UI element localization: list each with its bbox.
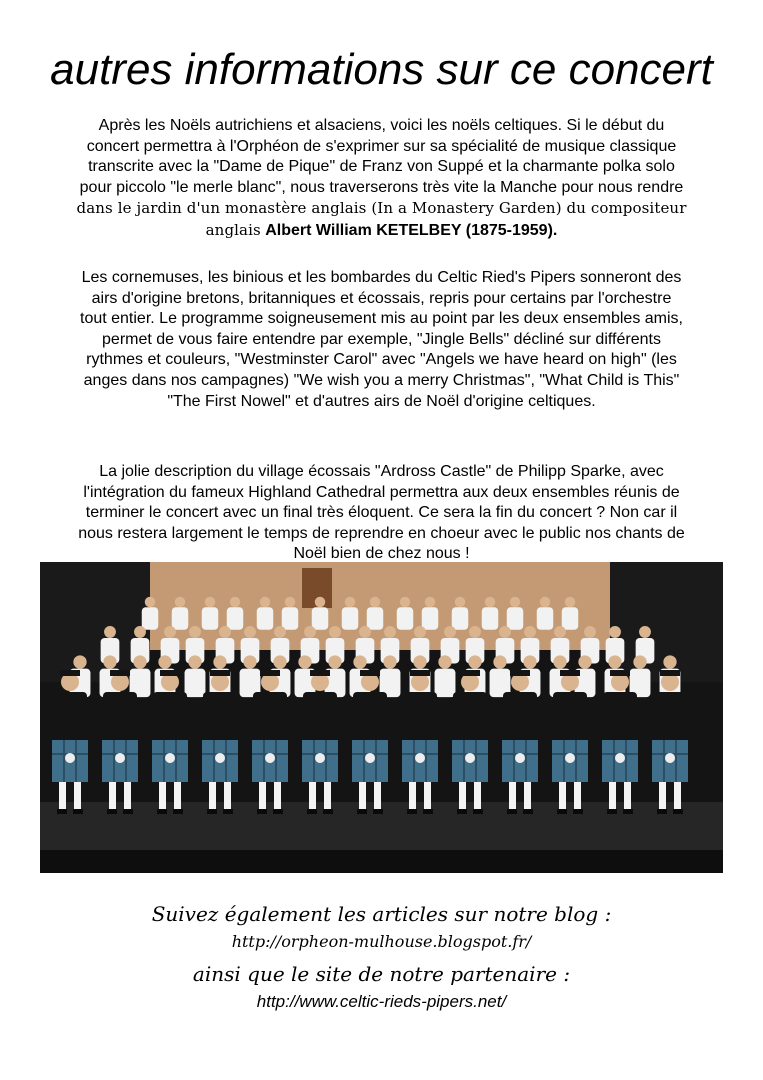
composer-name: Albert William KETELBEY (1875-1959). bbox=[265, 221, 558, 239]
ensemble-photo-illustration bbox=[40, 562, 723, 873]
text-line: transcrite avec la "Dame de Pique" de Franz von Suppé et la charmante polka solo bbox=[88, 158, 675, 176]
finale-paragraph bbox=[30, 462, 733, 565]
text-line: anges dans nos campagnes) "We wish you a merry Christmas", "What Child is This" bbox=[83, 371, 680, 389]
text-line: rythmes et couleurs, "Westminster Carol" avec "Angels we have heard on high" (les bbox=[86, 351, 677, 369]
text-line: Après les Noëls autrichiens et alsaciens, voici les noëls celtiques. Si le début du bbox=[98, 117, 665, 134]
text-line: tout entier. Le programme soigneusement mis au point par les deux ensembles amis, bbox=[80, 310, 683, 328]
text-line: La jolie description du village écossais "Ardross Castle" de Philipp Sparke, avec bbox=[99, 463, 664, 480]
concert-photo bbox=[40, 562, 723, 873]
text-line: concert permettra à l'Orphéon de s'exprimer sur sa spécialité de musique classique bbox=[86, 137, 677, 155]
text-line: l'intégration du fameux Highland Cathedral permettra aux deux ensembles réunis de bbox=[83, 483, 680, 501]
text-line: permet de vous faire entendre par exemple, "Jingle Bells" décliné sur différents bbox=[102, 330, 661, 348]
text-line: "The First Nowel" et d'autres airs de Noël d'origine celtiques. bbox=[167, 392, 596, 410]
pipers-paragraph bbox=[30, 268, 733, 412]
text-line: dans le jardin d'un monastère anglais (In a Monastery Garden) du compositeur bbox=[76, 199, 687, 218]
text-line: nous restera largement le temps de reprendre en choeur avec le public nos chants de bbox=[78, 524, 685, 542]
page-title: autres informations sur ce concert bbox=[50, 45, 713, 94]
partner-label: ainsi que le site de notre partenaire : bbox=[192, 962, 571, 986]
text-line: Les cornemuses, les binious et les bombardes du Celtic Ried's Pipers sonneront des bbox=[81, 269, 682, 286]
text-line: pour piccolo "le merle blanc", nous traverserons très vite la Manche pour nous rendre bbox=[79, 178, 684, 196]
blog-link[interactable]: http://orpheon-mulhouse.blogspot.fr/ bbox=[231, 932, 532, 951]
text-line: anglais bbox=[205, 220, 261, 239]
text-line: Noël bien de chez nous ! bbox=[293, 545, 470, 563]
partner-link[interactable]: http://www.celtic-rieds-pipers.net/ bbox=[256, 992, 507, 1011]
text-line: airs d'origine bretons, britanniques et écossais, repris pour certains par l'orchestre bbox=[91, 289, 672, 307]
text-line: terminer le concert avec un final très éloquent. Ce sera la fin du concert ? Non car il bbox=[85, 504, 678, 522]
blog-label: Suivez également les articles sur notre blog : bbox=[151, 902, 612, 926]
intro-paragraph bbox=[30, 116, 733, 242]
